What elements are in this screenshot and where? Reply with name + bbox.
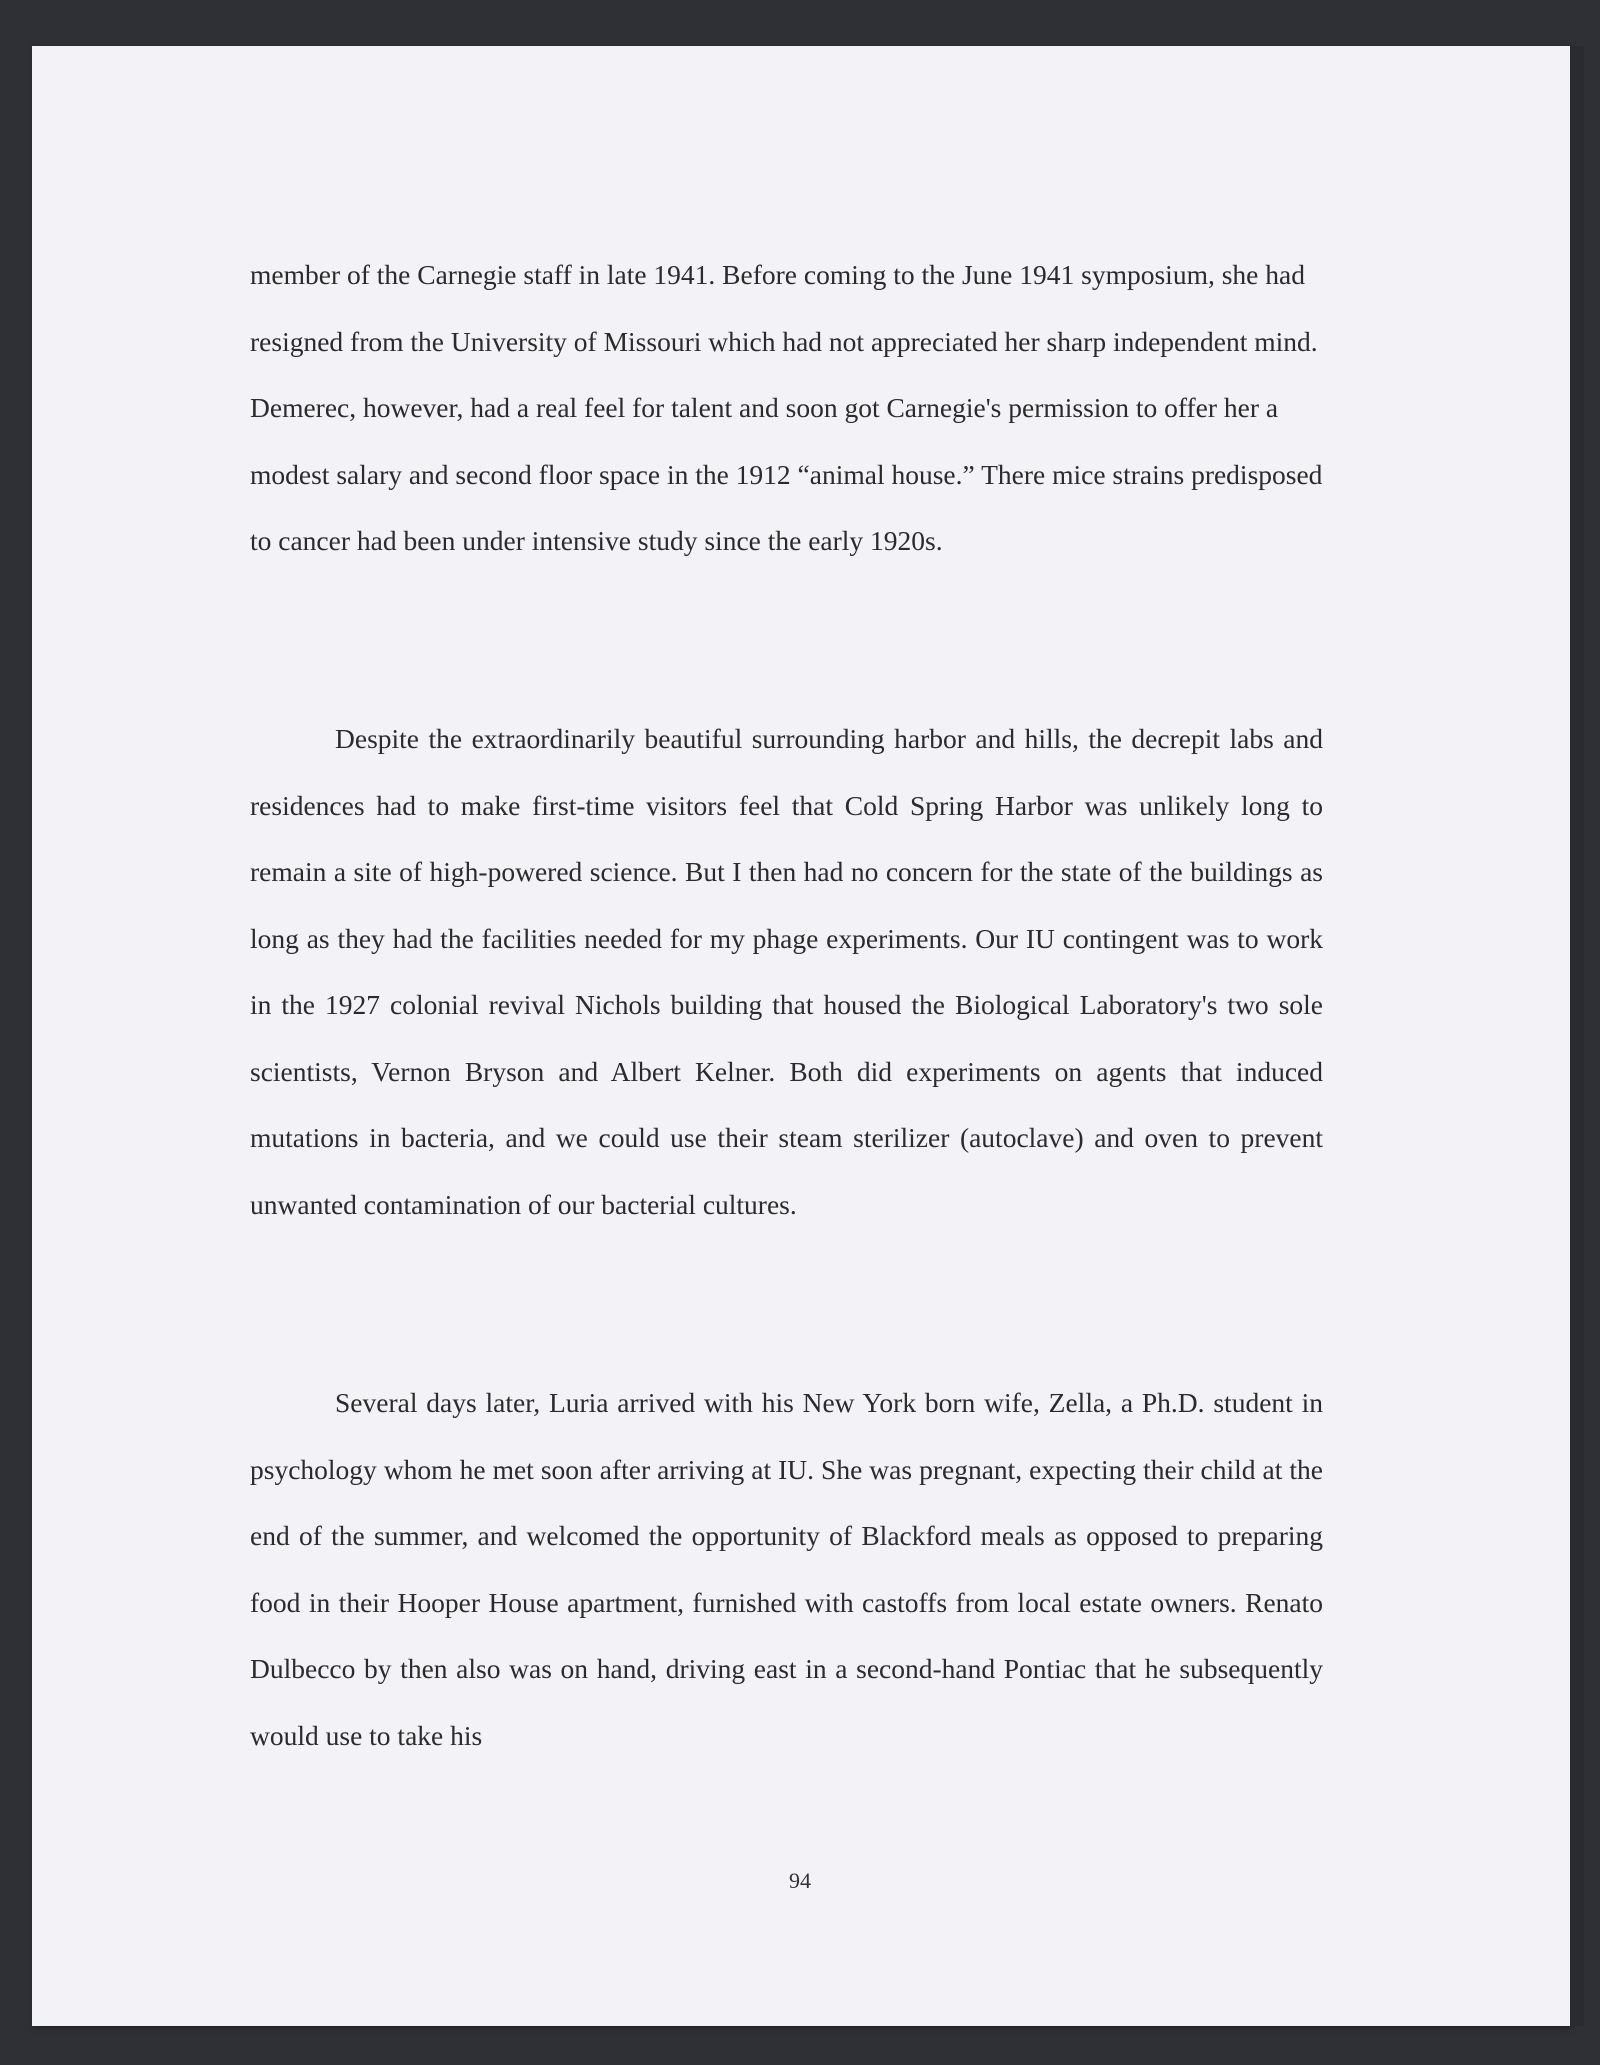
paragraph-continuation [250,242,1323,575]
paragraph-text: Several days later, Luria arrived with his New York born wife, Zella, a Ph.D. student in psychology whom he met soon after arriving at IU. She was pregnant, expecting their child at the end of the summer, and welcomed the opportunity of Blackford meals as opposed to preparing food in their Hooper House apartment, furnished with castoffs from local estate owners. Renato Dulbecco by then also was on hand, driving east in a second-hand Pontiac that he subsequently would use to take his [250,1387,1323,1751]
paragraph-cold-spring-harbor [250,706,1323,1238]
page-shadow-edge [1570,46,1584,2026]
paragraph-text: Despite the extraordinarily beautiful surrounding harbor and hills, the decrepit labs and residences had to make first-time visitors feel that Cold Spring Harbor was unlikely long to remain a site of high-powered science. But I then had no concern for the state of the buildings as long as they had the facilities needed for my phage experiments. Our IU contingent was to work in the 1927 colonial revival Nichols building that housed the Biological Laboratory's two sole scientists, Vernon Bryson and Albert Kelner. Both did experiments on agents that induced mutations in bacteria, and we could use their steam sterilizer (autoclave) and oven to prevent unwanted contamination of our bacterial cultures. [250,723,1323,1220]
paragraph-text: member of the Carnegie staff in late 1941. Before coming to the June 1941 symposium, she had resigned from the University of Missouri which had not appreciated her sharp independent mind. Demerec, however, had a real feel for talent and soon got Carnegie's permission to offer her a modest salary and second floor space in the 1912 “animal house.” There mice strains predisposed to cancer had been under intensive study since the early 1920s. [250,259,1323,556]
page-number: 94 [789,1868,811,1893]
paragraph-luria-arrival [250,1370,1323,1769]
